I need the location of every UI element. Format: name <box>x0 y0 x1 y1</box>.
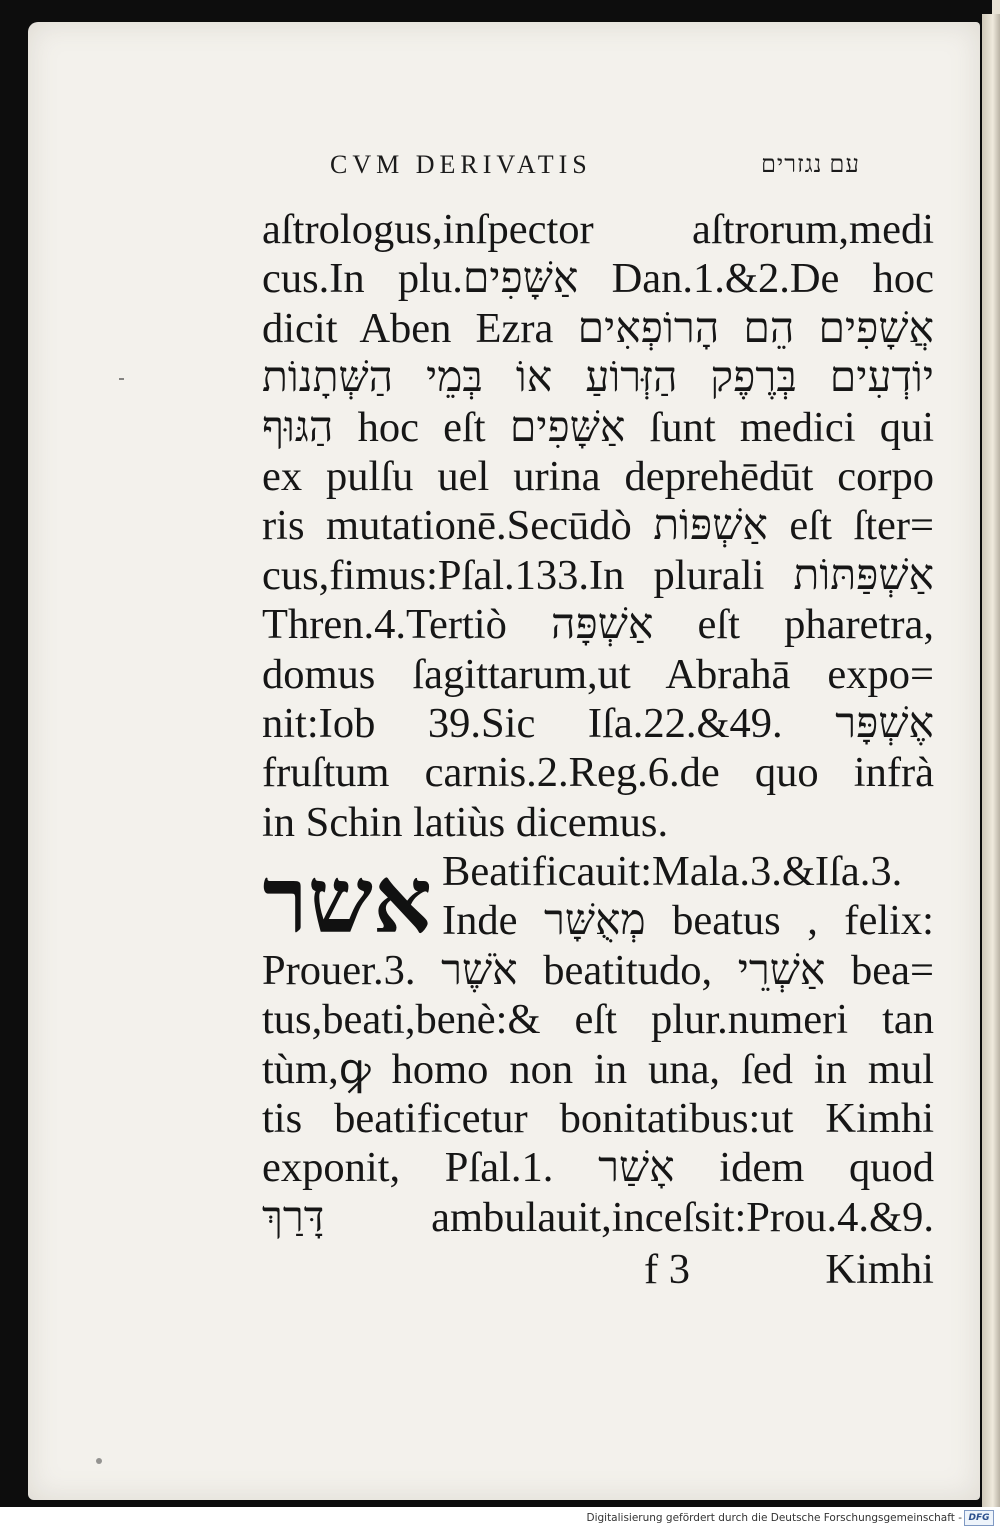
text-line: יוֹדְעִים בְּרֶפֶק הַזְּרוֹעַ אוֹ בְּמֵי הַשְּׁתָנוֹת <box>262 354 934 402</box>
entry-line: Beatificauit:Mala.3.&Iſa.3. <box>442 848 903 896</box>
text-line: fruſtum carnis.2.Reg.6.de quo infrà <box>262 749 934 797</box>
entry-line: Inde מְאֻשָּׁר beatus , felix: <box>442 897 934 945</box>
entry-line: Prouer.3. אֹשֶׁר beatitudo, אַשְׁרֵי bea= <box>262 946 934 994</box>
margin-mark <box>119 378 124 380</box>
text-line: Thren.4.Tertiò אַשְׁפָּה eſt pharetra, <box>262 601 934 649</box>
text-line: ex pulſu uel urina deprehēdūt corpo <box>262 452 934 500</box>
signature-line <box>262 1245 934 1295</box>
running-title-hebrew: עם נגזרים <box>760 152 860 178</box>
paper-speck <box>96 1458 102 1464</box>
text-line: in Schin latiùs dicemus. <box>262 798 669 846</box>
text-line: ris mutationē.Secūdò אַשְׁפּוֹת eſt ſter= <box>262 502 934 550</box>
entry-line: דָּרַךְ ambulauit,inceſsit:Prou.4.&9. <box>262 1193 934 1241</box>
text-line: cus,fimus:Pſal.133.In plurali אַשְׁפַּתּוֹת <box>262 551 934 599</box>
running-title: CVM DERIVATIS <box>330 150 592 179</box>
text-line: הַגּוּף hoc eſt אַשָּׁפִים ſunt medici qui <box>262 403 934 451</box>
text-line: aſtrologus,inſpector aſtrorum,medi <box>262 206 934 253</box>
page-corner <box>992 0 1000 14</box>
text-line: cus.In plu.אַשָּׁפִים Dan.1.&2.De hoc <box>262 255 934 303</box>
text-line: domus ſagittarum,ut Abrahā expo= <box>262 650 934 698</box>
catchword: Kimhi <box>825 1246 934 1293</box>
signature-mark: f 3 <box>644 1246 691 1293</box>
funding-credit: Digitalisierung gefördert durch die Deutsche Forschungsgemeinschaft - <box>586 1512 962 1524</box>
page-edge <box>982 14 1000 1507</box>
body-text <box>262 205 934 1242</box>
running-header <box>330 150 860 190</box>
entry-line: exponit, Pſal.1. אָשַׁר idem quod <box>262 1144 934 1192</box>
entry-line: tus,beati,benè:& eſt plur.numeri tan <box>262 996 934 1044</box>
entry-headword: אשר <box>262 846 432 954</box>
entry-line: tùm,ꝙ homo non in una, ſed in mul <box>262 1045 934 1093</box>
dfg-logo: DFG <box>964 1510 994 1526</box>
text-line: nit:Iob 39.Sic Iſa.22.&49. אֶשְׁפָּר <box>262 699 934 747</box>
entry-line: tis beatificetur bonitatibus:ut Kimhi <box>262 1095 934 1143</box>
text-line: dicit Aben Ezra אֲשָׁפִים הֵם הָרוֹפְאִים <box>262 304 934 352</box>
